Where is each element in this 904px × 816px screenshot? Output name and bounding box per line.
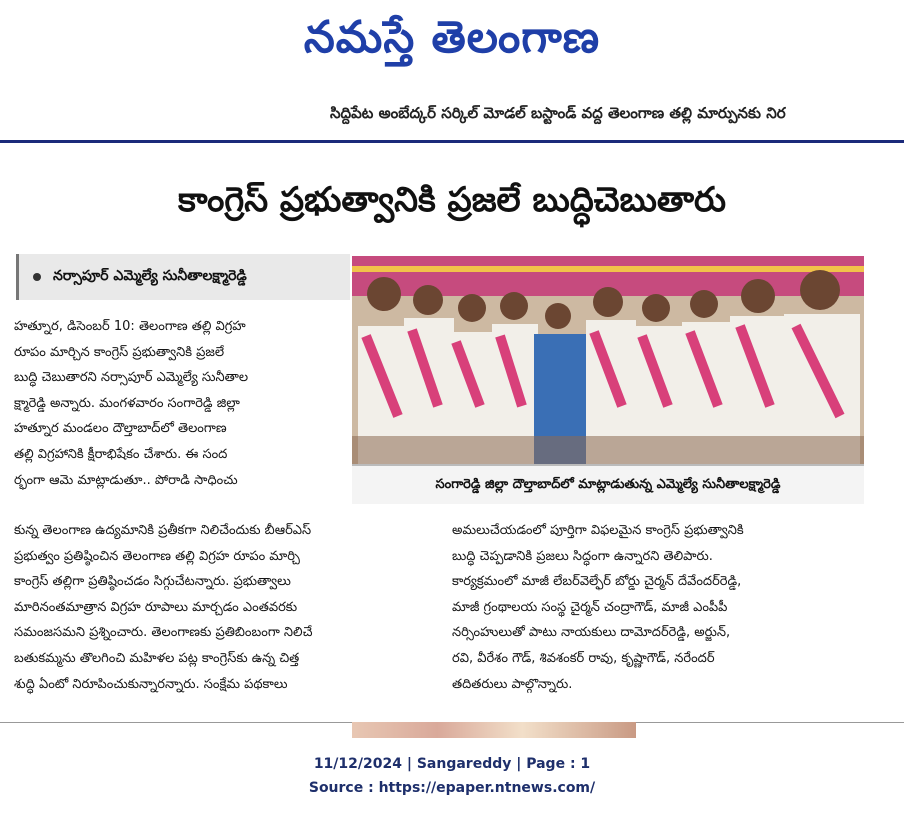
article-line: బుద్ధి చెప్పడానికి ప్రజలు సిద్ధంగా ఉన్నారని తెలిపారు. bbox=[452, 548, 713, 564]
article-line: ర్భంగా ఆమె మాట్లాడుతూ.. పోరాడి సాధించు bbox=[14, 472, 238, 488]
article-line: కాంగ్రెస్ తల్లిగా ప్రతిష్ఠించడం సిగ్గుచేటన్నారు. ప్రభుత్వాలు bbox=[14, 574, 291, 590]
source-link[interactable]: Source : https://epaper.ntnews.com/ bbox=[308, 780, 596, 796]
article-line: బతుకమ్మను తొలగించి మహిళల పట్ల కాంగ్రెస్‌కు ఉన్న చిత్త bbox=[14, 650, 300, 666]
cropped-image-strip bbox=[352, 722, 636, 738]
article-line: హత్నూర మండలం దౌల్తాబాద్‌లో తెలంగాణ bbox=[14, 421, 227, 437]
article-line: మాజీ గ్రంథాలయ సంస్థ చైర్మన్ చంద్రాగౌడ్, మాజీ ఎంపీపీ bbox=[452, 599, 728, 615]
article-line: కార్యక్రమంలో మాజీ లేబర్‌వెల్ఫేర్ బోర్డు చైర్మన్ దేవేందర్‌రెడ్డి, bbox=[452, 574, 742, 590]
article-line: తదితరులు పాల్గొన్నారు. bbox=[452, 676, 573, 692]
article-line: సమంజసమని ప్రశ్నించారు. తెలంగాణకు ప్రతిబింబంగా నిలిచే bbox=[14, 625, 313, 641]
article-line: మారినంతమాత్రాన విగ్రహ రూపాలు మార్చడం ఎంతవరకు bbox=[14, 599, 298, 615]
byline: నర్సాపూర్ ఎమ్మెల్యే సునీతాలక్ష్మారెడ్డి bbox=[53, 267, 247, 284]
article-line: రవి, వీరేశం గౌడ్, శివశంకర్ రావు, కృష్ణాగౌడ్, నరేందర్ bbox=[452, 650, 715, 666]
article-line: కున్న తెలంగాణ ఉద్యమానికి ప్రతీకగా నిలిచేందుకు బీఆర్ఎస్ bbox=[14, 523, 312, 538]
article-line: రూపం మార్చిన కాంగ్రెస్ ప్రభుత్వానికి ప్రజలే bbox=[14, 344, 225, 360]
article-line: అమలుచేయడంలో పూర్తిగా విఫలమైన కాంగ్రెస్ ప్రభుత్వానికి bbox=[452, 523, 744, 538]
article-line: బుద్ధి చెబుతారని నర్సాపూర్ ఎమ్మెల్యే సునీతాల bbox=[14, 370, 249, 386]
ticker-headline: సిద్దిపేట అంబేద్కర్ సర్కిల్ మోడల్ బస్టాండ్ వద్ద తెలంగాణ తల్లి మార్పునకు నిర bbox=[330, 104, 786, 122]
article-line: తల్లి విగ్రహానికి క్షీరాభిషేకం చేశారు. ఈ సంద bbox=[14, 446, 228, 462]
article-line: హత్నూర, డిసెంబర్ 10: తెలంగాణ తల్లి విగ్రహ bbox=[14, 319, 246, 334]
article-column-lower-left bbox=[14, 518, 434, 697]
header-divider bbox=[0, 140, 904, 143]
article-column-left bbox=[14, 314, 346, 493]
article-headline: కాంగ్రెస్ ప్రభుత్వానికి ప్రజలే బుద్ధిచెబుతారు bbox=[178, 180, 726, 220]
edition-meta: 11/12/2024 | Sangareddy | Page : 1 bbox=[313, 756, 591, 772]
crowd-photo-illustration bbox=[352, 256, 864, 464]
article-line: శుద్ధి ఏంటో నిరూపించుకున్నారన్నారు. సంక్షేమ పథకాలు bbox=[14, 676, 288, 692]
article-column-right bbox=[452, 518, 892, 697]
article-line: క్ష్మారెడ్డి అన్నారు. మంగళవారం సంగారెడ్డి జిల్లా bbox=[14, 395, 240, 411]
article-line: నర్సింహులుతో పాటు నాయకులు దామోదర్‌రెడ్డి, అర్జున్, bbox=[452, 625, 731, 641]
photo-caption: సంగారెడ్డి జిల్లా దౌల్తాబాద్‌లో మాట్లాడుతున్న ఎమ్మెల్యే సునీతాలక్ష్మారెడ్డి bbox=[352, 464, 864, 504]
news-photo bbox=[352, 256, 864, 464]
bullet-icon bbox=[33, 273, 41, 281]
article-line: ప్రభుత్వం ప్రతిష్ఠించిన తెలంగాణ తల్లి విగ్రహ రూపం మార్చి bbox=[14, 548, 300, 564]
masthead bbox=[0, 0, 904, 90]
newspaper-logo: నమస్తే తెలంగాణ bbox=[303, 12, 601, 63]
byline-box bbox=[16, 254, 350, 300]
